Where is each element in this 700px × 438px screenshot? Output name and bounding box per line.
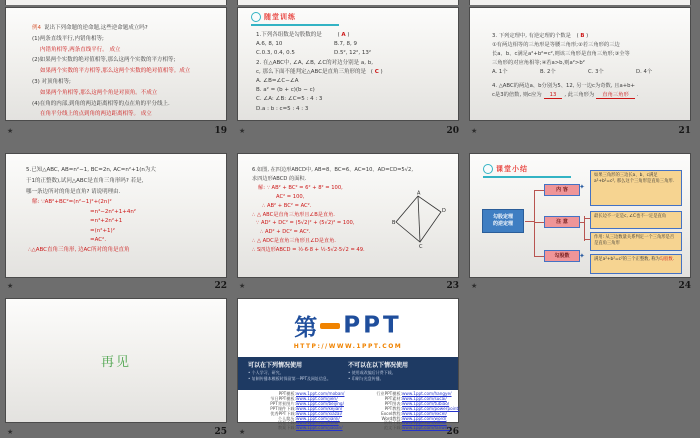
answer-blank: 13	[544, 92, 563, 99]
branch-pythagorean-numbers: 勾股数	[544, 250, 580, 262]
option: A.6, 8, 10	[256, 41, 283, 48]
link-url[interactable]: www.1ppt.com/sucai/	[402, 395, 447, 401]
allowed-bullet: • 个人学习、研究。	[248, 370, 348, 376]
text-line: (4)在角的内部,到角的两边距离相等的点在角的平分线上.	[32, 100, 170, 107]
text-line: =n⁴+2n²+1	[90, 218, 123, 224]
link-label: 资料下载:	[383, 420, 402, 426]
root-line1: 勾股定理	[492, 214, 513, 220]
link-url[interactable]: www.1ppt.com/kejian/	[296, 405, 343, 411]
text-line: 于1的正整数),试问△ABC是直角三角形吗? 若是,	[26, 178, 144, 184]
transition-star-icon: ★	[7, 127, 14, 135]
slide-number-23: 23	[446, 281, 459, 291]
connector-line	[534, 190, 535, 256]
slide-21-content	[492, 32, 684, 100]
text-line: 5.已知△ABC, AB=n²−1, BC=2n, AC=n²+1(n为大	[26, 167, 156, 173]
link-label: PPT背景图片:	[270, 400, 296, 406]
text-line: 哪一条边所对的角是直角? 请说明理由.	[26, 189, 121, 195]
link-url[interactable]: www.1ppt.com/tubiao/	[402, 400, 450, 406]
answer-blank: 直角三角形	[596, 92, 635, 99]
previous-slide-sliver	[469, 0, 691, 5]
text-line: 内错角相等,两条直线平行。 成立	[40, 46, 121, 53]
link-label: 范文下载:	[383, 425, 402, 431]
slide-thumbnail-22[interactable]	[5, 153, 227, 278]
option: D. 4个	[636, 69, 653, 75]
slide-thumbnail-24[interactable]	[469, 153, 691, 278]
slide-thumbnail-26[interactable]	[237, 298, 460, 431]
brand-logo	[238, 309, 458, 342]
link-url[interactable]: www.1ppt.com/moban/	[296, 391, 345, 396]
link-url[interactable]: www.1ppt.com/jiaoan/	[296, 425, 343, 431]
answer-letter: B	[580, 33, 585, 39]
arrow-icon: ✦	[579, 252, 585, 260]
question-text: c是3的倍数, 则c应为	[492, 92, 542, 98]
slide-number-24: 24	[678, 281, 691, 291]
slide-number-19: 19	[214, 126, 227, 136]
branch-note: 注 意	[544, 216, 580, 228]
goodbye-text: 再见	[100, 355, 131, 370]
link-url[interactable]: www.1ppt.com/powerpoint/	[402, 405, 460, 411]
slide-thumbnail-19[interactable]	[5, 7, 227, 121]
heading-underline	[251, 24, 339, 26]
transition-star-icon: ★	[471, 282, 478, 290]
link-label: Word教程:	[381, 415, 402, 421]
slide-number-21: 21	[678, 126, 691, 136]
branch-content: 内 容	[544, 184, 580, 196]
previous-slide-sliver	[237, 0, 459, 5]
transition-star-icon: ★	[239, 282, 246, 290]
paren: (	[576, 33, 579, 39]
link-label: PPT模板:	[278, 391, 296, 396]
slide-number-26: 26	[446, 427, 459, 437]
link-label: 节日PPT模板:	[270, 395, 296, 401]
transition-star-icon: ★	[471, 127, 478, 135]
logo-text-zh: 第	[294, 315, 318, 341]
paren: )	[586, 33, 589, 39]
allowed-bullet: • 复制传播本模板时保留第一PPT及网址信息。	[248, 376, 348, 382]
link-label: Excel教程:	[381, 410, 402, 416]
link-label: PPT素材:	[384, 395, 402, 401]
text-line: 解: ∵ AB² + BC² = 6² + 8² = 100,	[258, 184, 343, 191]
text-line: =(n²+1)²	[90, 227, 115, 234]
text-line: ∴ △ ABC是直角三角形且∠B是直角.	[252, 211, 335, 218]
paren: (	[337, 32, 340, 38]
question-text: , 此三角形为	[564, 92, 595, 98]
option: C.0.3, 0.4, 0.5	[256, 50, 295, 57]
link-label: 优秀PPT下载:	[270, 410, 296, 416]
text-line: (2)如果两个实数的绝对值相等,那么这两个实数的平方相等;	[32, 57, 176, 64]
root-line2: 的逆定理	[492, 221, 513, 227]
summary-highlight: 勾股数	[659, 257, 673, 262]
text-line: =n⁴−2n²+1+4n²	[90, 208, 137, 215]
link-label: PPT教程:	[384, 405, 402, 411]
connector-line	[580, 222, 584, 223]
connector-line	[534, 190, 544, 191]
link-label: 个人简历:	[277, 415, 296, 421]
option: B.7, 8, 9	[334, 41, 358, 48]
example-tag: 例4	[32, 25, 41, 31]
option: B. 2个	[540, 69, 556, 75]
option-lines	[256, 77, 453, 114]
question-text: 4. △ABC的两边a、b分别为5、12, 另一边c为奇数, 且a+b+	[492, 83, 635, 89]
diagram-root-box	[482, 209, 524, 233]
vertex-label-D: D	[442, 208, 446, 214]
quadrilateral-figure	[392, 190, 446, 250]
transition-star-icon: ★	[239, 428, 246, 436]
summary-box-numbers	[590, 254, 682, 274]
forbidden-bullet: • 印刷与光盘传播。	[348, 376, 448, 382]
slide-thumbnail-21[interactable]	[469, 7, 691, 121]
text-line: A. ∠B=∠C−∠A	[256, 78, 299, 85]
question-text: 3. 下列定理中, 有逆定理的个数是	[492, 33, 571, 39]
link-list-left	[244, 392, 350, 431]
transition-star-icon: ★	[7, 282, 14, 290]
link-url[interactable]: www.1ppt.com/word/	[402, 415, 447, 421]
link-url[interactable]: www.1ppt.com/hangye/	[402, 391, 452, 396]
slide-heading	[483, 164, 528, 174]
vertex-label-A: A	[417, 190, 421, 197]
link-label: PPT课件下载:	[270, 405, 296, 411]
paren: )	[347, 32, 350, 38]
heading-underline	[483, 176, 571, 178]
text-line: AC² = 100,	[276, 193, 305, 200]
arrow-icon: ✦	[579, 183, 585, 191]
circle-bullet-icon	[251, 12, 261, 22]
summary-box-note2: 作用: 从三边数量关系判定一个三角形是否是直角三角形	[590, 232, 682, 251]
text-line: =AC².	[90, 237, 107, 243]
question-text: 说出下列命题的逆命题,这些逆命题成立吗?	[44, 25, 148, 31]
text-line: C. ∠A: ∠B: ∠C=5 : 4 : 3	[256, 96, 323, 103]
text-line: ∴ △ ADC是直角三角形且∠D是直角.	[252, 238, 336, 245]
link-url[interactable]: www.1ppt.com/excel/	[402, 410, 447, 416]
option: A. 1个	[492, 69, 508, 75]
circle-bullet-icon	[483, 164, 493, 174]
link-url[interactable]: www.1ppt.com/xiazai/	[296, 410, 343, 416]
summary-box-content: 如果三角形的三边长a、b、c满足a²+b²=c², 那么这个三角形是直角三角形.	[590, 170, 682, 206]
option: D.5², 12², 13²	[334, 50, 372, 57]
slide-thumbnail-23[interactable]	[237, 153, 459, 278]
logo-text-en: PPT	[343, 312, 402, 339]
allowed-heading: 可以在下列情况使用	[248, 362, 303, 369]
text-line: (3) 对顶角相等;	[32, 78, 71, 85]
text-line: B. a² = (b + c)(b − c)	[256, 87, 315, 94]
forbidden-bullet: • 使用或改编后计费下载。	[348, 370, 448, 376]
text-line: (1)两条直线平行,内错角相等;	[32, 35, 104, 42]
option-row	[492, 68, 684, 77]
connector-line	[584, 216, 585, 241]
text-line: 6.如图, 在四边形ABCD中, AB=8、BC=6、AC=10、AD=CD=5√2,	[252, 167, 413, 173]
link-url[interactable]: www.1ppt.com/jieri/	[296, 395, 338, 401]
link-label: PPT图表:	[384, 400, 402, 406]
text-line: ∴ AD² + DC² = AC².	[260, 229, 311, 236]
answer-letter: A	[341, 32, 346, 38]
connector-line	[525, 221, 534, 222]
link-label: 行业PPT模板:	[376, 391, 402, 396]
link-lists	[244, 391, 460, 431]
site-url: HTTP://WWW.1PPT.COM	[293, 343, 403, 350]
slide-heading	[251, 12, 296, 22]
slide-number-25: 25	[214, 427, 227, 437]
text-line: D.a : b : c=5 : 4 : 3	[256, 105, 309, 112]
text-line: 求四边形ABCD 的面积.	[252, 175, 307, 182]
slide-number-20: 20	[446, 126, 459, 136]
transition-star-icon: ★	[7, 428, 14, 436]
text-line: ∴ S四边形ABCD = ½·6·8 + ½·5√2·5√2 = 49.	[252, 247, 365, 254]
vertex-label-C: C	[419, 244, 423, 250]
slide-thumbnail-20[interactable]	[237, 7, 459, 121]
slide-19-content	[6, 8, 226, 120]
link-url[interactable]: www.1ppt.com/ziliao/	[402, 420, 447, 426]
link-label: 教案下载:	[277, 425, 296, 431]
summary-box-note1: 最长边不一定是c, ∠C也不一定是直角	[590, 211, 682, 229]
previous-slide-sliver	[5, 0, 227, 5]
text-line: 如果两个实数的平方相等,那么这两个实数的绝对值相等。成立	[40, 68, 191, 75]
summary-text: .	[672, 257, 675, 262]
question-lines	[32, 34, 218, 120]
link-url[interactable]: www.1ppt.com/jianli/	[296, 415, 340, 421]
forbidden-heading: 不可以在以下情况使用	[348, 362, 409, 369]
question-lines	[492, 41, 684, 68]
connector-line	[534, 256, 544, 257]
vertex-label-B: B	[392, 220, 396, 226]
heading-text: 随堂训练	[264, 13, 296, 21]
text-line: ∴△ABC直角三角形, 边AC所对的角是直角	[28, 246, 130, 253]
link-label: 试卷下载:	[277, 420, 296, 426]
paren: )	[380, 68, 383, 75]
slide-thumbnail-25[interactable]	[5, 298, 227, 423]
text-line: ∴ AB² + BC² = AC².	[262, 202, 312, 209]
transition-star-icon: ★	[239, 127, 246, 135]
slide-20-content	[256, 31, 453, 114]
link-list-right	[350, 391, 460, 431]
text-line: 三角形的对应角相等;④若a>b,则a²>b²	[492, 60, 585, 66]
link-url[interactable]: www.1ppt.com/fanwen/	[402, 425, 452, 431]
question-text: .	[636, 92, 639, 98]
paren: (	[370, 68, 373, 75]
text-line: ∵ AD² + DC² = (5√2)² + (5√2)² = 100,	[256, 220, 355, 227]
text-line: ①有两边相等的三角形是等腰三角形;②若三角形的三边	[492, 42, 620, 48]
text-line: 如果两个角相等,那么这两个角是对顶角。不成立	[40, 89, 158, 96]
slide-22-content	[26, 165, 220, 255]
question-text: 2. 在△ABC中, ∠A, ∠B, ∠C的对边分别是 a, b,	[256, 59, 374, 66]
question-text: 1.下列各组数是勾股数的是	[256, 32, 322, 38]
text-line: 长a、b、c满足a²+b²=c²,则该三角形是直角三角形;③全等	[492, 51, 630, 57]
text-line: 解: ∵AB²+BC²=(n²−1)²+(2n)²	[32, 199, 112, 205]
connector-line	[534, 222, 544, 223]
link-url[interactable]: www.1ppt.com/beijing/	[296, 400, 344, 406]
option: C. 3个	[588, 69, 604, 75]
text-line: 在角平分线上的点到角的两边距离相等。 成立	[40, 111, 152, 118]
logo-dash-icon	[320, 323, 340, 329]
answer-letter: C	[374, 68, 379, 75]
link-url[interactable]: www.1ppt.com/shiti/	[296, 420, 339, 426]
license-band	[238, 357, 458, 390]
summary-text: 满足a²+b²=c²的三个正整数, 称为	[594, 257, 660, 262]
question-text: c, 那么下面不能判定△ABC是直角三角形的是	[256, 68, 367, 75]
slide-number-22: 22	[214, 281, 227, 291]
heading-text: 课堂小结	[496, 165, 528, 173]
